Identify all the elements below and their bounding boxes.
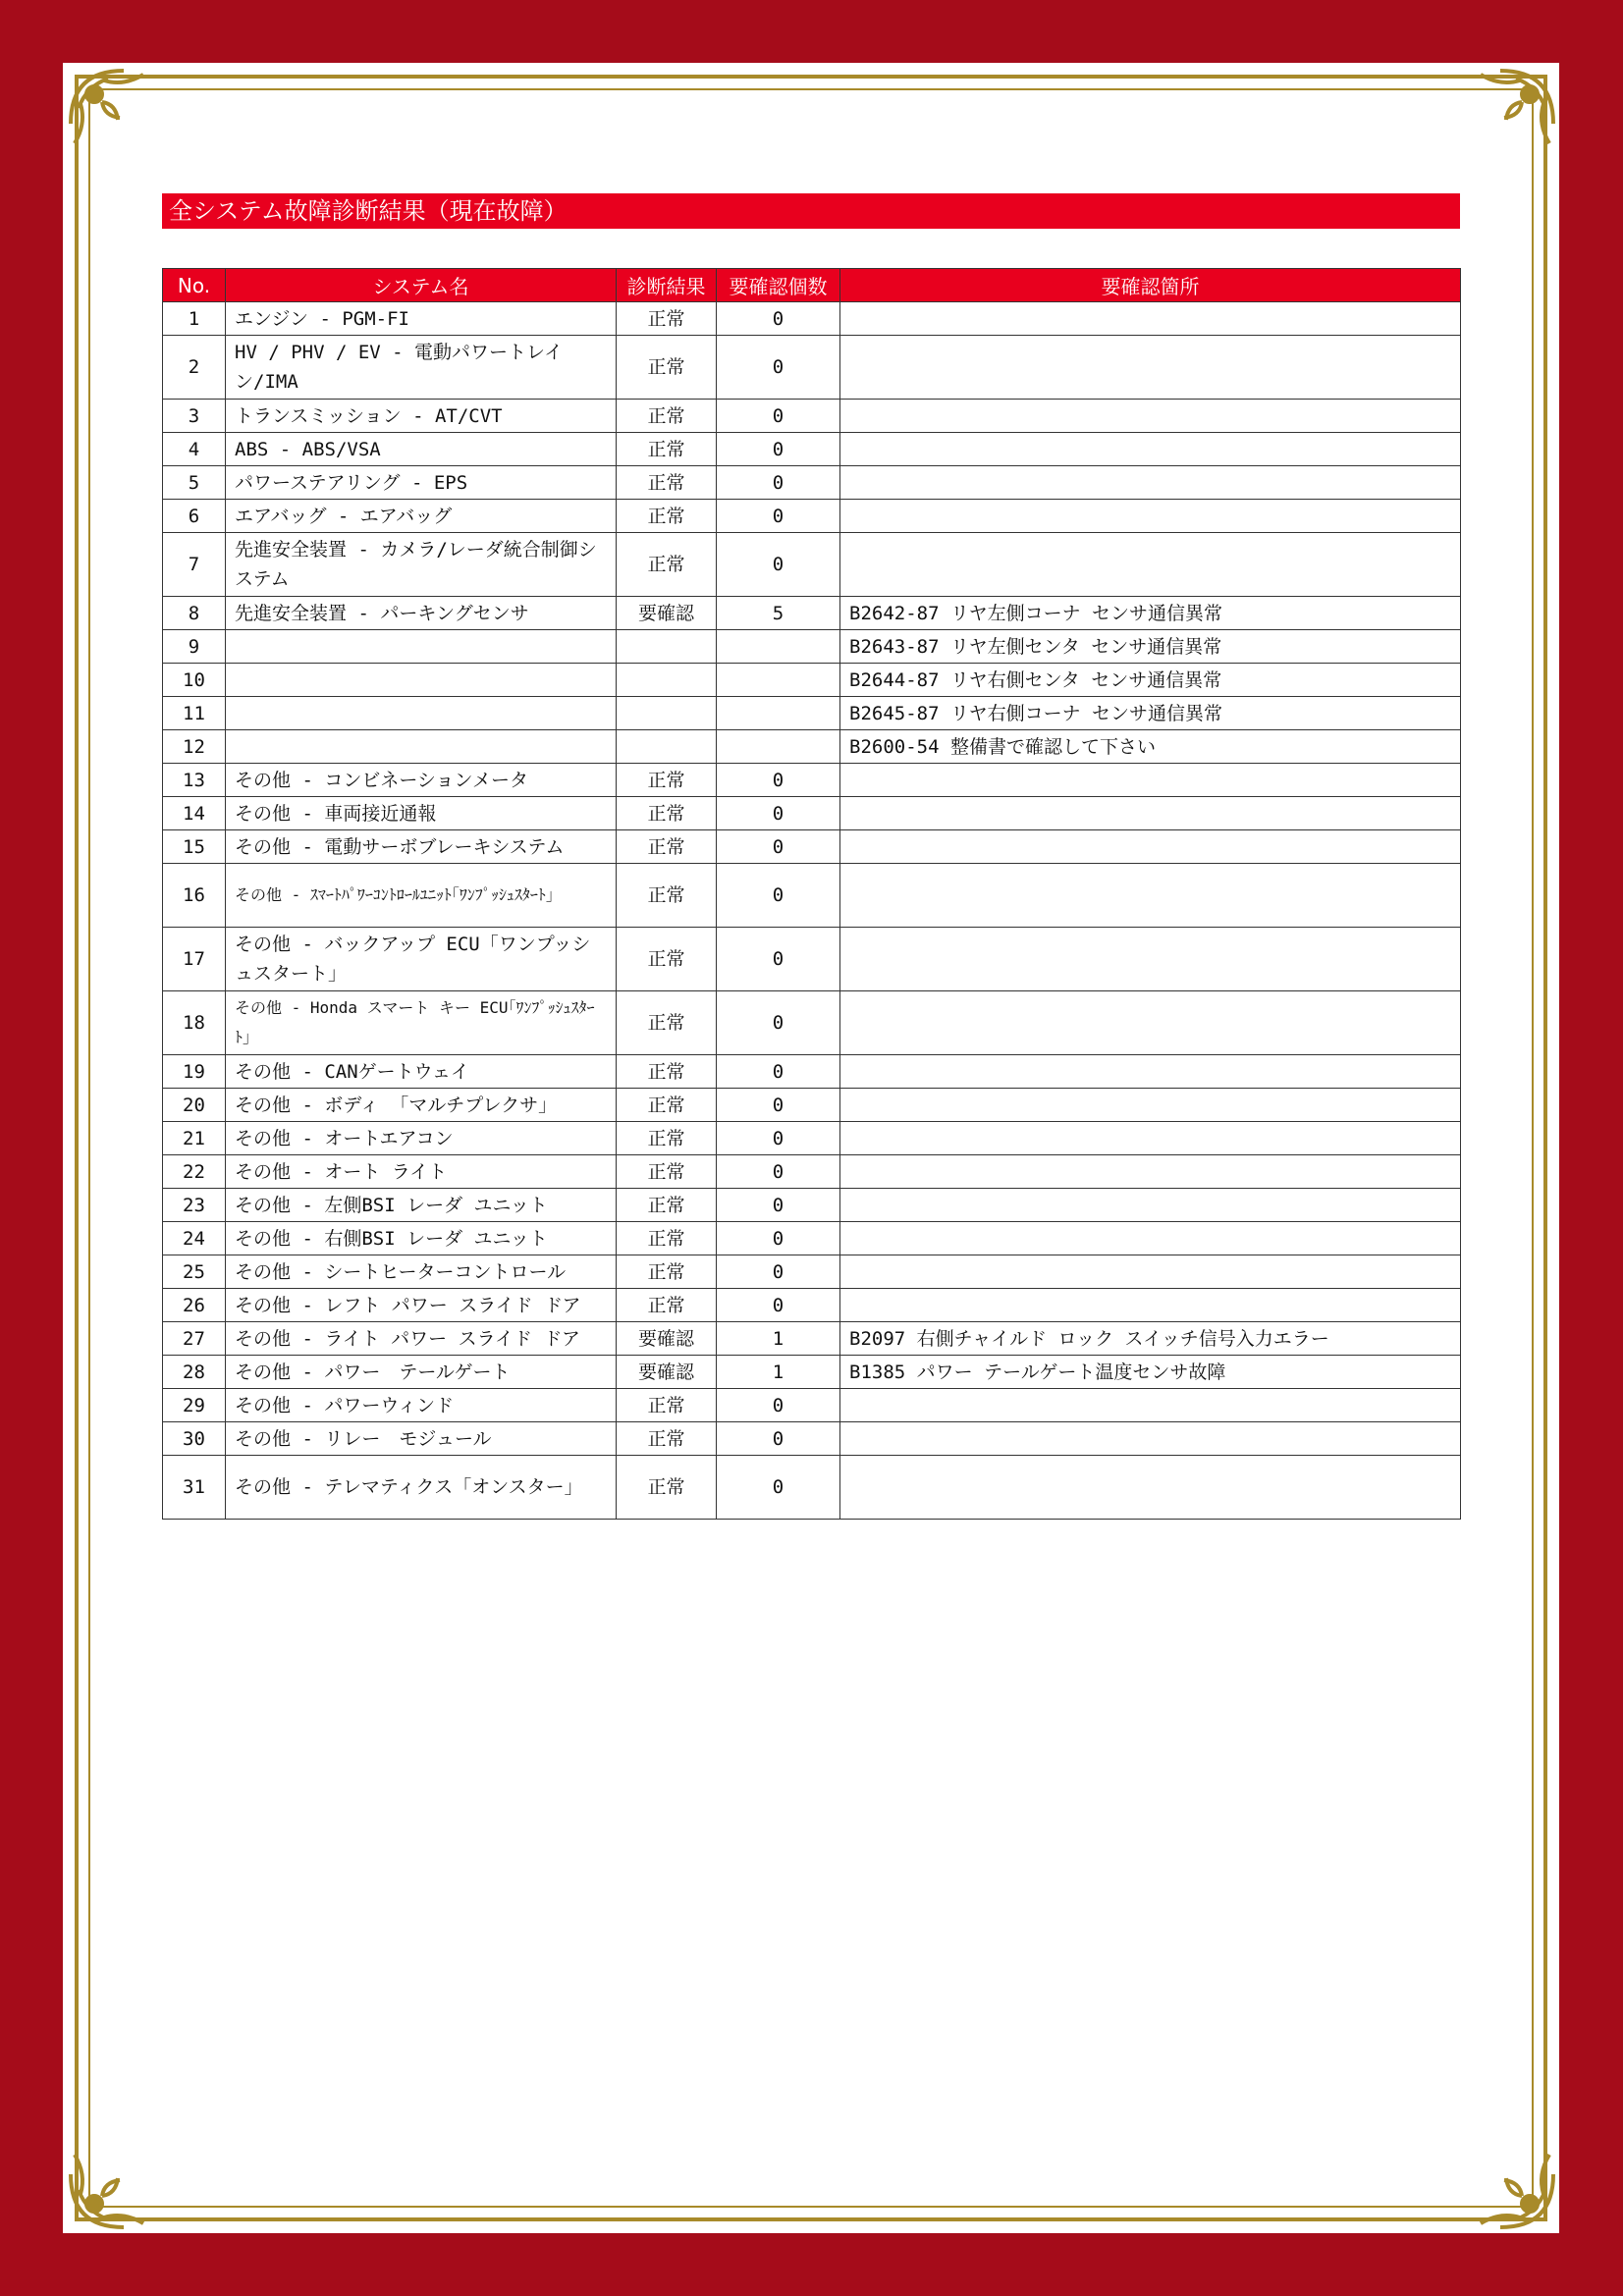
cell-count: 0 [717,1122,840,1155]
cell-location [840,991,1461,1055]
cell-system-name: その他 - ライト パワー スライド ドア [226,1322,617,1356]
cell-location: B2645-87 リヤ右側コーナ センサ通信異常 [840,697,1461,730]
cell-system-name: その他 - シートヒーターコントロール [226,1255,617,1289]
cell-system-name: その他 - パワー テールゲート [226,1356,617,1389]
header-system-name: システム名 [226,269,617,302]
table-row [163,1289,1461,1322]
cell-location: B2600-54 整備書で確認して下さい [840,730,1461,764]
table-row [163,928,1461,991]
table-row [163,697,1461,730]
cell-location [840,928,1461,991]
cell-location [840,500,1461,533]
cell-system-name: その他 - パワーウィンド [226,1389,617,1422]
cell-system-name: その他 - オートエアコン [226,1122,617,1155]
cell-no: 22 [163,1155,226,1189]
cell-no: 28 [163,1356,226,1389]
cell-count: 0 [717,433,840,466]
cell-no: 4 [163,433,226,466]
table-row [163,664,1461,697]
cell-result: 要確認 [617,597,717,630]
cell-system-name: 先進安全装置 - パーキングセンサ [226,597,617,630]
cell-no: 7 [163,533,226,597]
cell-system-name: エアバッグ - エアバッグ [226,500,617,533]
cell-no: 9 [163,630,226,664]
cell-location: B2643-87 リヤ左側センタ センサ通信異常 [840,630,1461,664]
cell-count: 0 [717,797,840,830]
cell-count: 0 [717,1155,840,1189]
cell-location [840,864,1461,928]
cell-count [717,697,840,730]
table-row [163,400,1461,433]
cell-no: 11 [163,697,226,730]
cell-result: 正常 [617,400,717,433]
cell-count: 0 [717,1422,840,1456]
cell-count: 1 [717,1322,840,1356]
cell-location [840,1155,1461,1189]
cell-count: 0 [717,1289,840,1322]
cell-no: 20 [163,1089,226,1122]
cell-no: 8 [163,597,226,630]
cell-result: 正常 [617,928,717,991]
cell-location [840,797,1461,830]
table-row [163,830,1461,864]
cell-result: 正常 [617,1289,717,1322]
cell-system-name: エンジン - PGM-FI [226,302,617,336]
cell-count: 1 [717,1356,840,1389]
cell-result [617,630,717,664]
cell-result: 正常 [617,433,717,466]
cell-no: 30 [163,1422,226,1456]
cell-count: 0 [717,1456,840,1520]
diagnosis-table [162,268,1461,1520]
cell-system-name: その他 - Honda スマート キー ECU｢ﾜﾝﾌﾟｯｼｭｽﾀｰﾄ｣ [226,991,617,1055]
cell-system-name: ABS - ABS/VSA [226,433,617,466]
cell-system-name [226,697,617,730]
cell-result: 正常 [617,1055,717,1089]
cell-count: 0 [717,1055,840,1089]
cell-system-name: その他 - コンビネーションメータ [226,764,617,797]
cell-no: 26 [163,1289,226,1322]
table-row [163,433,1461,466]
table-row [163,1155,1461,1189]
cell-count: 0 [717,466,840,500]
cell-location [840,1389,1461,1422]
cell-no: 27 [163,1322,226,1356]
cell-system-name: その他 - 左側BSI レーダ ユニット [226,1189,617,1222]
table-row [163,797,1461,830]
cell-result: 正常 [617,1155,717,1189]
cell-location [840,533,1461,597]
corner-ornament-icon [65,2139,159,2233]
cell-system-name: トランスミッション - AT/CVT [226,400,617,433]
cell-location [840,1122,1461,1155]
header-location: 要確認箇所 [840,269,1461,302]
cell-result: 正常 [617,302,717,336]
cell-result: 正常 [617,1122,717,1155]
cell-result [617,697,717,730]
cell-result: 正常 [617,830,717,864]
cell-count: 5 [717,597,840,630]
cell-no: 14 [163,797,226,830]
cell-system-name: その他 - CANゲートウェイ [226,1055,617,1089]
cell-count [717,630,840,664]
table-row [163,630,1461,664]
header-no: No. [163,269,226,302]
cell-no: 23 [163,1189,226,1222]
cell-result: 要確認 [617,1322,717,1356]
cell-result: 正常 [617,500,717,533]
table-row [163,1189,1461,1222]
section-title: 全システム故障診断結果（現在故障） [162,193,1460,229]
header-result: 診断結果 [617,269,717,302]
cell-location: B2644-87 リヤ右側センタ センサ通信異常 [840,664,1461,697]
cell-result: 正常 [617,1456,717,1520]
cell-system-name: 先進安全装置 - カメラ/レーダ統合制御システム [226,533,617,597]
table-row [163,533,1461,597]
cell-count: 0 [717,400,840,433]
cell-count: 0 [717,302,840,336]
cell-location [840,1255,1461,1289]
header-count: 要確認個数 [717,269,840,302]
cell-result: 正常 [617,1255,717,1289]
table-row [163,1456,1461,1520]
cell-count: 0 [717,336,840,400]
cell-result: 正常 [617,533,717,597]
cell-no: 17 [163,928,226,991]
cell-result: 正常 [617,336,717,400]
cell-location [840,1055,1461,1089]
cell-no: 2 [163,336,226,400]
cell-result: 正常 [617,1422,717,1456]
table-row [163,302,1461,336]
cell-no: 21 [163,1122,226,1155]
cell-count: 0 [717,830,840,864]
cell-result [617,664,717,697]
table-row [163,597,1461,630]
table-row [163,1055,1461,1089]
cell-count: 0 [717,1089,840,1122]
cell-count [717,664,840,697]
table-row [163,1356,1461,1389]
cell-location [840,1089,1461,1122]
cell-result: 正常 [617,991,717,1055]
table-body [163,302,1461,1520]
table-row [163,1422,1461,1456]
cell-system-name: その他 - 車両接近通報 [226,797,617,830]
cell-system-name [226,630,617,664]
table-row [163,466,1461,500]
table-header-row [163,269,1461,302]
cell-location [840,1222,1461,1255]
cell-result: 正常 [617,1389,717,1422]
cell-result: 正常 [617,466,717,500]
cell-location [840,1422,1461,1456]
cell-system-name [226,730,617,764]
cell-result: 正常 [617,764,717,797]
cell-count: 0 [717,500,840,533]
cell-result: 正常 [617,1222,717,1255]
cell-no: 31 [163,1456,226,1520]
cell-no: 1 [163,302,226,336]
cell-location [840,764,1461,797]
cell-result: 正常 [617,864,717,928]
cell-result: 要確認 [617,1356,717,1389]
cell-location: B2642-87 リヤ左側コーナ センサ通信異常 [840,597,1461,630]
cell-count: 0 [717,864,840,928]
table-row [163,1255,1461,1289]
cell-no: 10 [163,664,226,697]
cell-system-name: その他 - 電動サーボブレーキシステム [226,830,617,864]
cell-no: 6 [163,500,226,533]
cell-system-name: その他 - リレー モジュール [226,1422,617,1456]
cell-location [840,830,1461,864]
cell-system-name: HV / PHV / EV - 電動パワートレイン/IMA [226,336,617,400]
cell-system-name: パワーステアリング - EPS [226,466,617,500]
table-row [163,991,1461,1055]
cell-result [617,730,717,764]
table-row [163,500,1461,533]
cell-no: 16 [163,864,226,928]
cell-count: 0 [717,991,840,1055]
cell-result: 正常 [617,1089,717,1122]
cell-system-name: その他 - テレマティクス「オンスター」 [226,1456,617,1520]
cell-count [717,730,840,764]
cell-count: 0 [717,1255,840,1289]
table-row [163,764,1461,797]
table-row [163,1122,1461,1155]
cell-result: 正常 [617,797,717,830]
cell-location [840,433,1461,466]
cell-no: 19 [163,1055,226,1089]
cell-count: 0 [717,928,840,991]
table-row [163,730,1461,764]
table-row [163,1089,1461,1122]
table-row [163,1322,1461,1356]
cell-system-name: その他 - 右側BSI レーダ ユニット [226,1222,617,1255]
cell-no: 15 [163,830,226,864]
cell-no: 29 [163,1389,226,1422]
cell-location [840,302,1461,336]
cell-location: B1385 パワー テールゲート温度センサ故障 [840,1356,1461,1389]
cell-location: B2097 右側チャイルド ロック スイッチ信号入力エラー [840,1322,1461,1356]
cell-no: 25 [163,1255,226,1289]
table-row [163,1389,1461,1422]
cell-location [840,1189,1461,1222]
cell-no: 24 [163,1222,226,1255]
corner-ornament-icon [1465,65,1559,159]
cell-no: 3 [163,400,226,433]
cell-system-name: その他 - オート ライト [226,1155,617,1189]
cell-no: 13 [163,764,226,797]
table-row [163,864,1461,928]
cell-no: 18 [163,991,226,1055]
cell-no: 12 [163,730,226,764]
cell-location [840,1456,1461,1520]
cell-location [840,400,1461,433]
cell-location [840,336,1461,400]
corner-ornament-icon [65,65,159,159]
cell-system-name: その他 - レフト パワー スライド ドア [226,1289,617,1322]
table-row [163,336,1461,400]
table-row [163,1222,1461,1255]
cell-system-name: その他 - ｽﾏｰﾄﾊﾟﾜｰｺﾝﾄﾛｰﾙﾕﾆｯﾄ｢ﾜﾝﾌﾟｯｼｭｽﾀｰﾄ｣ [226,864,617,928]
cell-count: 0 [717,764,840,797]
cell-count: 0 [717,533,840,597]
cell-system-name: その他 - バックアップ ECU「ワンプッシュスタート」 [226,928,617,991]
cell-no: 5 [163,466,226,500]
cell-count: 0 [717,1189,840,1222]
cell-system-name [226,664,617,697]
cell-count: 0 [717,1389,840,1422]
cell-system-name: その他 - ボディ 「マルチプレクサ」 [226,1089,617,1122]
corner-ornament-icon [1465,2139,1559,2233]
cell-count: 0 [717,1222,840,1255]
cell-location [840,1289,1461,1322]
cell-result: 正常 [617,1189,717,1222]
cell-location [840,466,1461,500]
